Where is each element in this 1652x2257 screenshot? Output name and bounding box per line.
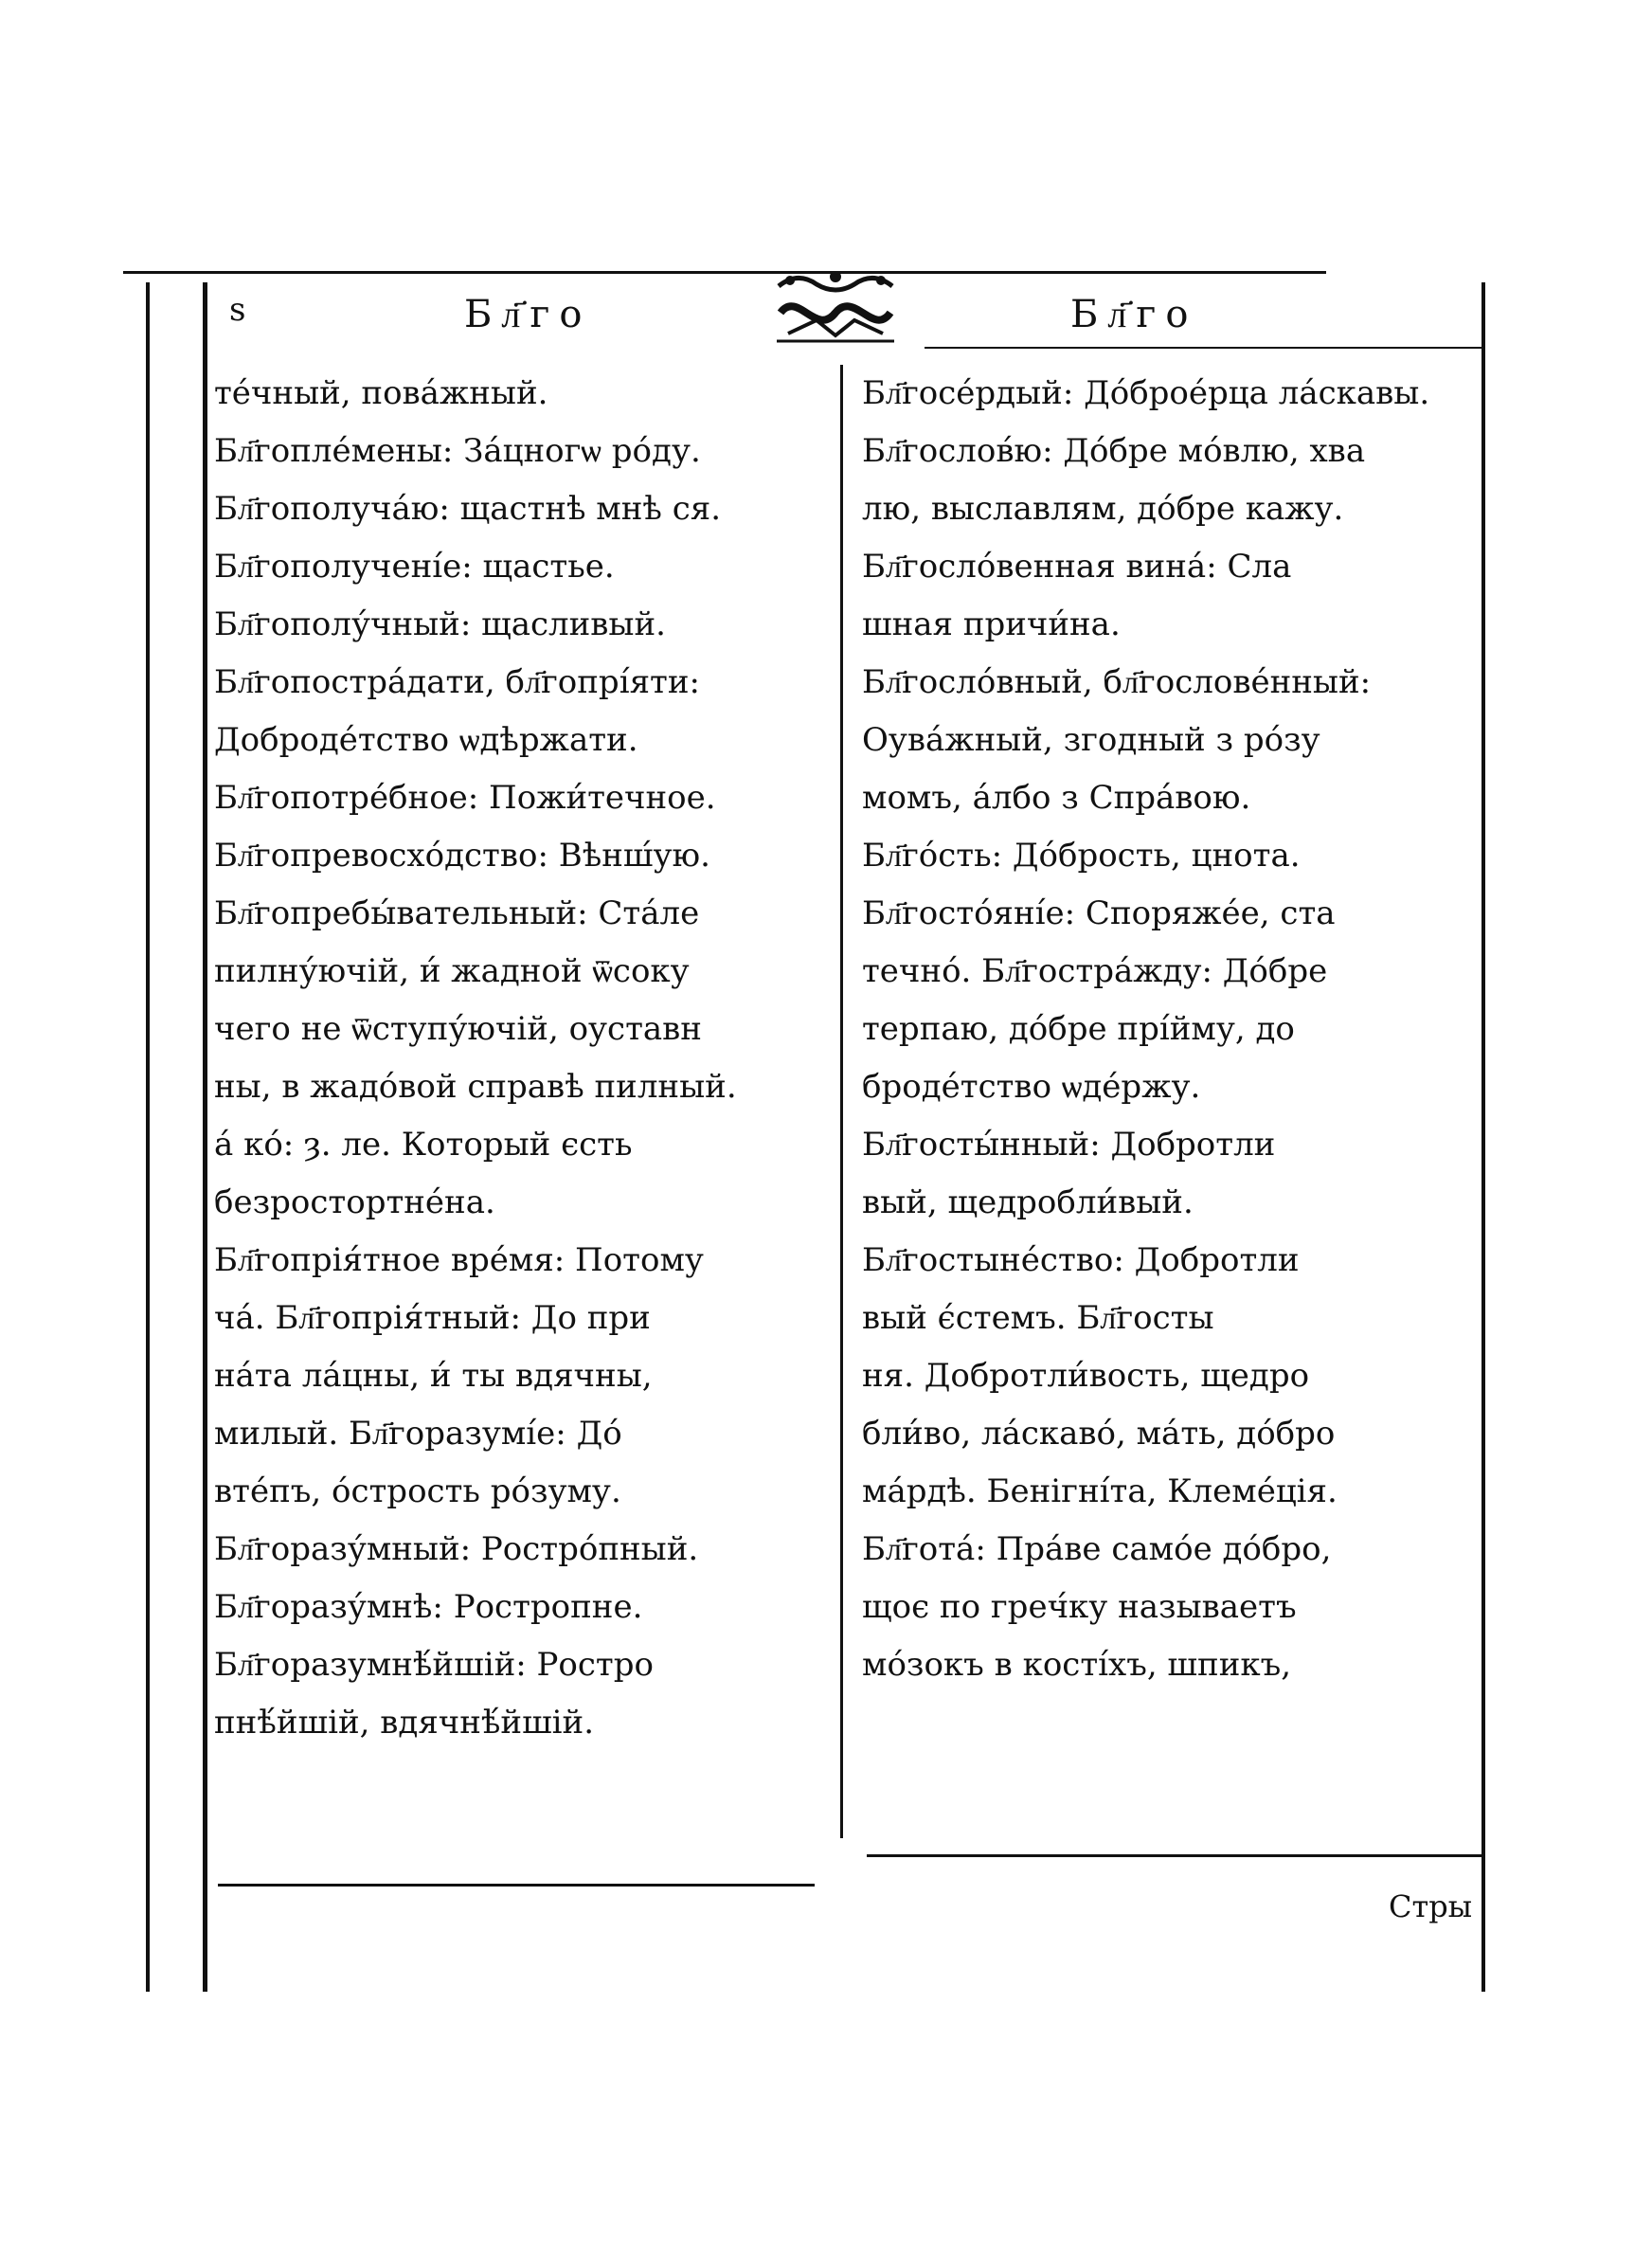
left-bottom-rule [218, 1884, 815, 1887]
column-divider-rule [840, 365, 843, 1838]
right-line: Бл҃госто́яні́е: Споряже́е, ста [862, 894, 1336, 932]
left-line: Бл҃горазу́мный: Ростро́пный. [214, 1530, 699, 1568]
left-line: Бл҃гопотре́бное: Пожи́течное. [214, 779, 716, 817]
right-line: течно́. Бл҃гостра́жду: До́бре [862, 952, 1328, 990]
left-column [214, 365, 832, 1752]
right-line: Бл҃гостыне́ство: Добротли [862, 1241, 1300, 1279]
folio-number: ѕ [229, 291, 246, 329]
left-line: безростортне́на. [214, 1183, 495, 1221]
right-line: Бл҃госло́вный, бл҃гослове́нный: [862, 663, 1372, 701]
running-head-right: Бл҃го [1070, 293, 1198, 336]
left-line: Бл҃гополуча́ю: щастнѣ мнѣ ся. [214, 490, 722, 528]
right-header-underline [925, 347, 1483, 349]
right-line: Бл҃госло́венная вина́: Сла [862, 548, 1292, 586]
left-line: пилну́ючій, и́ жадной ѿсоку [214, 952, 690, 990]
left-line: чего не ѿступу́ючій, оуставн [214, 1010, 702, 1048]
right-vertical-rule [1481, 282, 1485, 1992]
left-line: Бл҃гополу́чный: щасливый. [214, 605, 666, 643]
left-line: Бл҃гопребы́вательный: Ста́ле [214, 894, 700, 932]
right-line: шная причи́на. [862, 605, 1121, 643]
left-line: Доброде́тство ѡдѣржати. [214, 721, 638, 759]
right-line: вый, щедробли́вый. [862, 1183, 1194, 1221]
right-line: щоє по греч́ку называетъ [862, 1588, 1297, 1626]
right-line: Бл҃госе́рдый: До́брое́рца ла́скавы. [862, 374, 1430, 412]
headpiece-ornament-icon [769, 267, 902, 349]
running-head-left: Бл҃го [464, 293, 592, 336]
right-line: Бл҃госты́нный: Добротли [862, 1126, 1276, 1164]
left-line: Бл҃горазумнѣ́йшій: Ростро [214, 1646, 654, 1684]
inner-left-vertical-rule [203, 282, 207, 1992]
right-line: ня. Добротли́вость, щедро [862, 1357, 1310, 1395]
right-line: Бл҃го́сть: До́брость, цнота. [862, 837, 1301, 875]
left-line: на́та ла́цны, и́ ты вдячны, [214, 1357, 653, 1395]
left-line: Бл҃гопревосхо́дство: Вѣнш́ую. [214, 837, 710, 875]
catchword: Стры [1389, 1888, 1473, 1924]
left-line: Бл҃гопрія́тное вре́мя: Потому [214, 1241, 704, 1279]
left-line: милый. Бл҃горазумі́е: До́ [214, 1415, 622, 1453]
left-line: Бл҃гопле́мены: За́цногѡ ро́ду. [214, 432, 701, 470]
right-line: Бл҃гослов́ю: До́бре мо́влю, хва [862, 432, 1366, 470]
right-line: терпаю, до́бре прі́йму, до [862, 1010, 1295, 1048]
left-line: те́чный, пова́жный. [214, 374, 548, 412]
right-line: лю, выславлям, до́бре кажу. [862, 490, 1344, 528]
right-line: Оува́жный, згодный з ро́зу [862, 721, 1320, 759]
left-line: Бл҃горазу́мнѣ: Ростропне. [214, 1588, 643, 1626]
right-line: броде́тство ѡде́ржу. [862, 1068, 1201, 1106]
right-line: мо́зокъ в кості́хъ, шпикъ, [862, 1646, 1292, 1684]
right-line: момъ, а́лбо з Спра́вою. [862, 779, 1251, 817]
left-line: ча́. Бл҃гопрія́тный: До при [214, 1299, 651, 1337]
left-line: Бл҃гополучені́е: щастье. [214, 548, 615, 586]
left-line: ны, в жадо́вой справѣ пилный. [214, 1068, 737, 1106]
left-line: Бл҃гопостра́дати, бл҃гопрі́яти: [214, 663, 700, 701]
right-line: ма́рдѣ. Бенігні́та, Клеме́ція. [862, 1472, 1338, 1510]
left-line: пнѣ́йшій, вдячнѣ́йшій. [214, 1704, 595, 1742]
right-column [862, 365, 1470, 1694]
left-line: вте́пъ, о́стрость ро́зуму. [214, 1472, 621, 1510]
right-bottom-rule [867, 1854, 1482, 1857]
right-line: Бл҃гота́: Пра́ве само́е до́бро, [862, 1530, 1332, 1568]
left-line: а́ ко́: ȝ. ле. Который єсть [214, 1126, 633, 1164]
outer-left-vertical-rule [146, 282, 150, 1992]
top-horizontal-rule [123, 271, 1326, 274]
right-line: бли́во, ла́скаво́, ма́ть, до́бро [862, 1415, 1336, 1453]
right-line: вый є́стемъ. Бл҃госты [862, 1299, 1214, 1337]
